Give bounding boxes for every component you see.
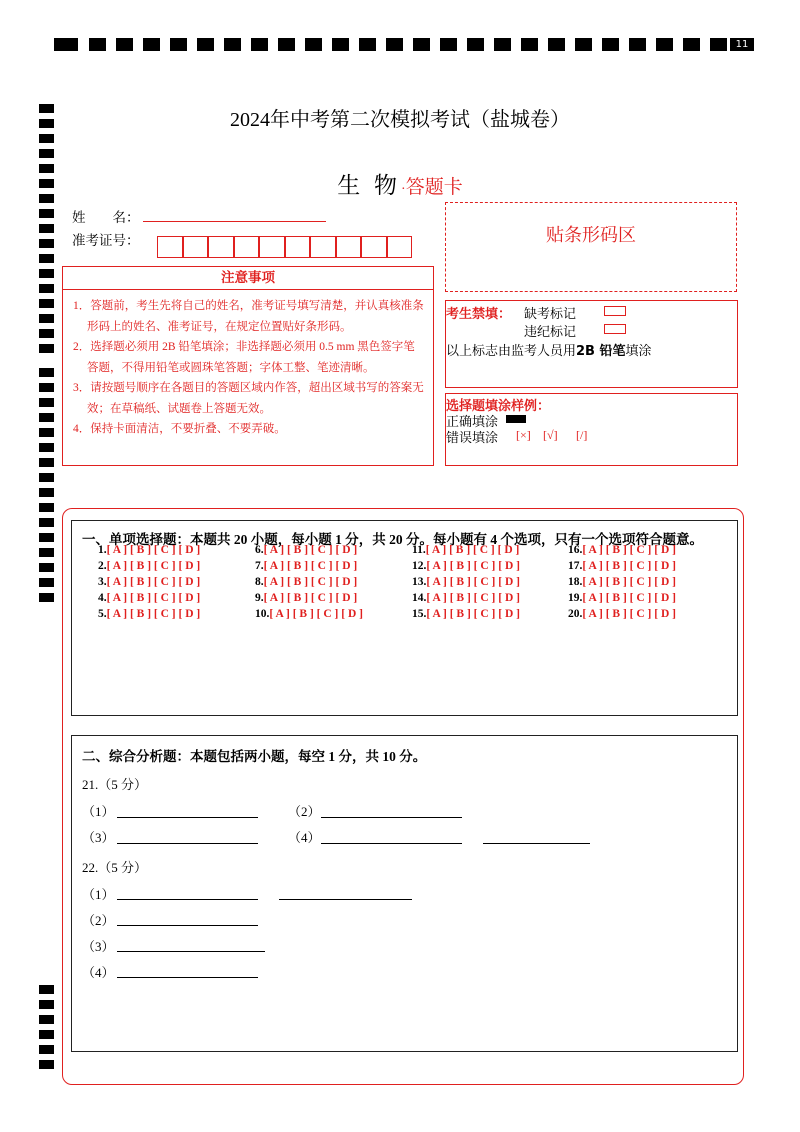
q21-blank-3-label: （3）	[82, 830, 115, 845]
q22-blank-1b[interactable]	[279, 899, 412, 900]
notice-box	[62, 266, 434, 466]
choice-q15[interactable]: 15.[ A ] [ B ] [ C ] [ D ]	[412, 608, 520, 620]
choice-q19[interactable]: 19.[ A ] [ B ] [ C ] [ D ]	[568, 592, 676, 604]
timing-mark	[224, 38, 241, 51]
id-digit-box[interactable]	[310, 236, 336, 258]
absent-mark-box[interactable]	[604, 306, 626, 316]
side-mark	[39, 458, 54, 467]
side-mark	[39, 368, 54, 377]
side-mark	[39, 488, 54, 497]
choice-q5[interactable]: 5.[ A ] [ B ] [ C ] [ D ]	[98, 608, 201, 620]
id-digit-box[interactable]	[336, 236, 362, 258]
timing-mark	[278, 38, 295, 51]
timing-mark	[656, 38, 673, 51]
id-label: 准考证号：	[72, 233, 140, 249]
answer-card-label: 答题卡	[405, 176, 463, 198]
timing-mark	[251, 38, 268, 51]
notice-item: 4．保持卡面清洁，不要折叠、不要弄破。	[73, 423, 286, 435]
side-mark	[39, 209, 54, 218]
side-mark	[39, 239, 54, 248]
choice-q7[interactable]: 7.[ A ] [ B ] [ C ] [ D ]	[255, 560, 358, 572]
side-mark	[39, 134, 54, 143]
side-mark	[39, 578, 54, 587]
side-mark	[39, 344, 54, 353]
name-field[interactable]	[143, 221, 326, 222]
timing-mark	[575, 38, 592, 51]
barcode-area	[445, 202, 737, 292]
side-mark	[39, 563, 54, 572]
timing-mark	[332, 38, 349, 51]
notice-item: 1．答题前，考生先将自己的姓名，准考证号填写清楚，并认真核准条形码上的姓名、准考证号，在规定位置贴好条形码。	[73, 300, 424, 333]
side-mark	[39, 518, 54, 527]
timing-mark	[197, 38, 214, 51]
side-mark	[39, 398, 54, 407]
q21-blank-4a[interactable]	[321, 843, 462, 844]
timing-mark	[494, 38, 511, 51]
q22-blank-3[interactable]	[117, 951, 265, 952]
q22-blank-2-label: （2）	[82, 913, 115, 928]
id-digit-box[interactable]	[259, 236, 285, 258]
violation-mark-label: 违纪标记	[524, 325, 577, 340]
subject-name: 生 物	[337, 173, 402, 198]
id-digit-box[interactable]	[361, 236, 387, 258]
choice-q13[interactable]: 13.[ A ] [ B ] [ C ] [ D ]	[412, 576, 520, 588]
choice-q2[interactable]: 2.[ A ] [ B ] [ C ] [ D ]	[98, 560, 201, 572]
timing-mark	[629, 38, 646, 51]
choice-q9[interactable]: 9.[ A ] [ B ] [ C ] [ D ]	[255, 592, 358, 604]
timing-mark	[54, 38, 78, 51]
notice-item: 3．请按题号顺序在各题目的答题区域内作答，超出区域书写的答案无效；在草稿纸、试题卷上答题无效。	[73, 382, 424, 415]
id-digit-box[interactable]	[157, 236, 183, 258]
timing-mark	[521, 38, 538, 51]
forbid-note: 以上标志由监考人员用2B 铅笔填涂	[446, 344, 652, 359]
side-mark	[39, 503, 54, 512]
notice-list	[63, 290, 433, 440]
choice-q17[interactable]: 17.[ A ] [ B ] [ C ] [ D ]	[568, 560, 676, 572]
forbid-label: 考生禁填：	[446, 307, 512, 322]
absent-mark-label: 缺考标记	[524, 307, 577, 322]
id-digit-box[interactable]	[183, 236, 209, 258]
correct-fill-label: 正确填涂	[446, 415, 499, 430]
q21-blank-4b[interactable]	[483, 843, 590, 844]
q21-blank-4-label: （4）	[288, 830, 321, 845]
side-mark	[39, 329, 54, 338]
side-mark	[39, 254, 54, 263]
timing-mark	[89, 38, 106, 51]
wrong-mark-slash: [/]	[576, 428, 588, 442]
section2-title: 二、综合分析题：本题包括两小题，每空 1 分，共 10 分。	[82, 749, 427, 764]
choice-q1[interactable]: 1.[ A ] [ B ] [ C ] [ D ]	[98, 544, 201, 556]
side-mark	[39, 299, 54, 308]
fill-sample-box	[445, 393, 738, 466]
id-digit-box[interactable]	[208, 236, 234, 258]
side-mark	[39, 473, 54, 482]
exam-title: 2024年中考第二次模拟考试（盐城卷）	[230, 109, 570, 131]
sample-title: 选择题填涂样例：	[446, 399, 551, 414]
choice-q8[interactable]: 8.[ A ] [ B ] [ C ] [ D ]	[255, 576, 358, 588]
timing-mark	[359, 38, 376, 51]
q22-blank-1-label: （1）	[82, 887, 115, 902]
question-21-label: 21.（5 分）	[82, 777, 148, 792]
side-mark	[39, 314, 54, 323]
side-mark	[39, 548, 54, 557]
side-marks-middle	[39, 368, 54, 608]
section-multiple-choice	[71, 520, 738, 716]
side-mark	[39, 383, 54, 392]
timing-mark	[413, 38, 430, 51]
choice-q3[interactable]: 3.[ A ] [ B ] [ C ] [ D ]	[98, 576, 201, 588]
timing-mark	[116, 38, 133, 51]
q21-blank-1[interactable]	[117, 817, 258, 818]
wrong-fill-label: 错误填涂	[446, 431, 499, 446]
id-digit-box[interactable]	[285, 236, 311, 258]
q21-blank-2[interactable]	[321, 817, 462, 818]
side-mark	[39, 1015, 54, 1024]
choice-q10[interactable]: 10.[ A ] [ B ] [ C ] [ D ]	[255, 608, 363, 620]
q21-blank-3[interactable]	[117, 843, 258, 844]
wrong-mark-x: [×]	[516, 428, 531, 442]
timing-mark	[683, 38, 700, 51]
q22-blank-2[interactable]	[117, 925, 258, 926]
timing-mark	[143, 38, 160, 51]
page-number: 11	[730, 38, 754, 51]
question-22-label: 22.（5 分）	[82, 860, 148, 875]
examiner-only-box	[445, 300, 738, 388]
id-number-boxes	[157, 236, 412, 258]
timing-mark	[440, 38, 457, 51]
side-mark	[39, 443, 54, 452]
side-mark	[39, 1030, 54, 1039]
q22-blank-4[interactable]	[117, 977, 258, 978]
side-mark	[39, 284, 54, 293]
timing-mark	[710, 38, 727, 51]
correct-fill-example	[506, 415, 526, 423]
side-mark	[39, 428, 54, 437]
id-digit-box[interactable]	[234, 236, 260, 258]
q22-blank-4-label: （4）	[82, 965, 115, 980]
timing-mark	[170, 38, 187, 51]
choice-q11[interactable]: 11.[ A ] [ B ] [ C ] [ D ]	[412, 544, 520, 556]
q22-blank-1a[interactable]	[117, 899, 258, 900]
timing-mark	[386, 38, 403, 51]
side-mark	[39, 149, 54, 158]
choice-q20[interactable]: 20.[ A ] [ B ] [ C ] [ D ]	[568, 608, 676, 620]
section-analysis	[71, 735, 738, 1052]
timing-mark	[602, 38, 619, 51]
side-mark	[39, 533, 54, 542]
side-mark	[39, 593, 54, 602]
choice-q18[interactable]: 18.[ A ] [ B ] [ C ] [ D ]	[568, 576, 676, 588]
choice-q12[interactable]: 12.[ A ] [ B ] [ C ] [ D ]	[412, 560, 520, 572]
name-label: 姓 名：	[72, 210, 140, 226]
barcode-label: 贴条形码区	[546, 225, 636, 246]
side-marks-top	[39, 104, 54, 362]
timing-mark	[467, 38, 484, 51]
wrong-mark-check: [√]	[543, 428, 558, 442]
side-mark	[39, 224, 54, 233]
choice-q4[interactable]: 4.[ A ] [ B ] [ C ] [ D ]	[98, 592, 201, 604]
id-digit-box[interactable]	[387, 236, 413, 258]
choice-q6[interactable]: 6.[ A ] [ B ] [ C ] [ D ]	[255, 544, 358, 556]
timing-mark	[305, 38, 322, 51]
subject-separator: ·	[401, 182, 406, 197]
side-mark	[39, 1060, 54, 1069]
q21-blank-1-label: （1）	[82, 804, 115, 819]
q22-blank-3-label: （3）	[82, 939, 115, 954]
side-mark	[39, 985, 54, 994]
choice-q14[interactable]: 14.[ A ] [ B ] [ C ] [ D ]	[412, 592, 520, 604]
side-mark	[39, 269, 54, 278]
notice-item: 2．选择题必须用 2B 铅笔填涂；非选择题必须用 0.5 mm 黑色签字笔答题，不得用铅笔或圆珠笔答题；字体工整、笔迹清晰。	[73, 341, 415, 374]
side-mark	[39, 1000, 54, 1009]
side-mark	[39, 1045, 54, 1054]
subject-line	[0, 167, 800, 200]
q21-blank-2-label: （2）	[288, 804, 321, 819]
side-mark	[39, 413, 54, 422]
violation-mark-box[interactable]	[604, 324, 626, 334]
side-marks-bottom	[39, 985, 54, 1075]
notice-heading: 注意事项	[63, 267, 433, 290]
timing-mark	[548, 38, 565, 51]
section1-title: 一、单项选择题：本题共 20 小题，每小题 1 分，共 20 分。每小题有 4 个选项，只有一个选项符合题意。	[82, 532, 703, 547]
choice-q16[interactable]: 16.[ A ] [ B ] [ C ] [ D ]	[568, 544, 676, 556]
top-timing-marks	[54, 38, 754, 52]
